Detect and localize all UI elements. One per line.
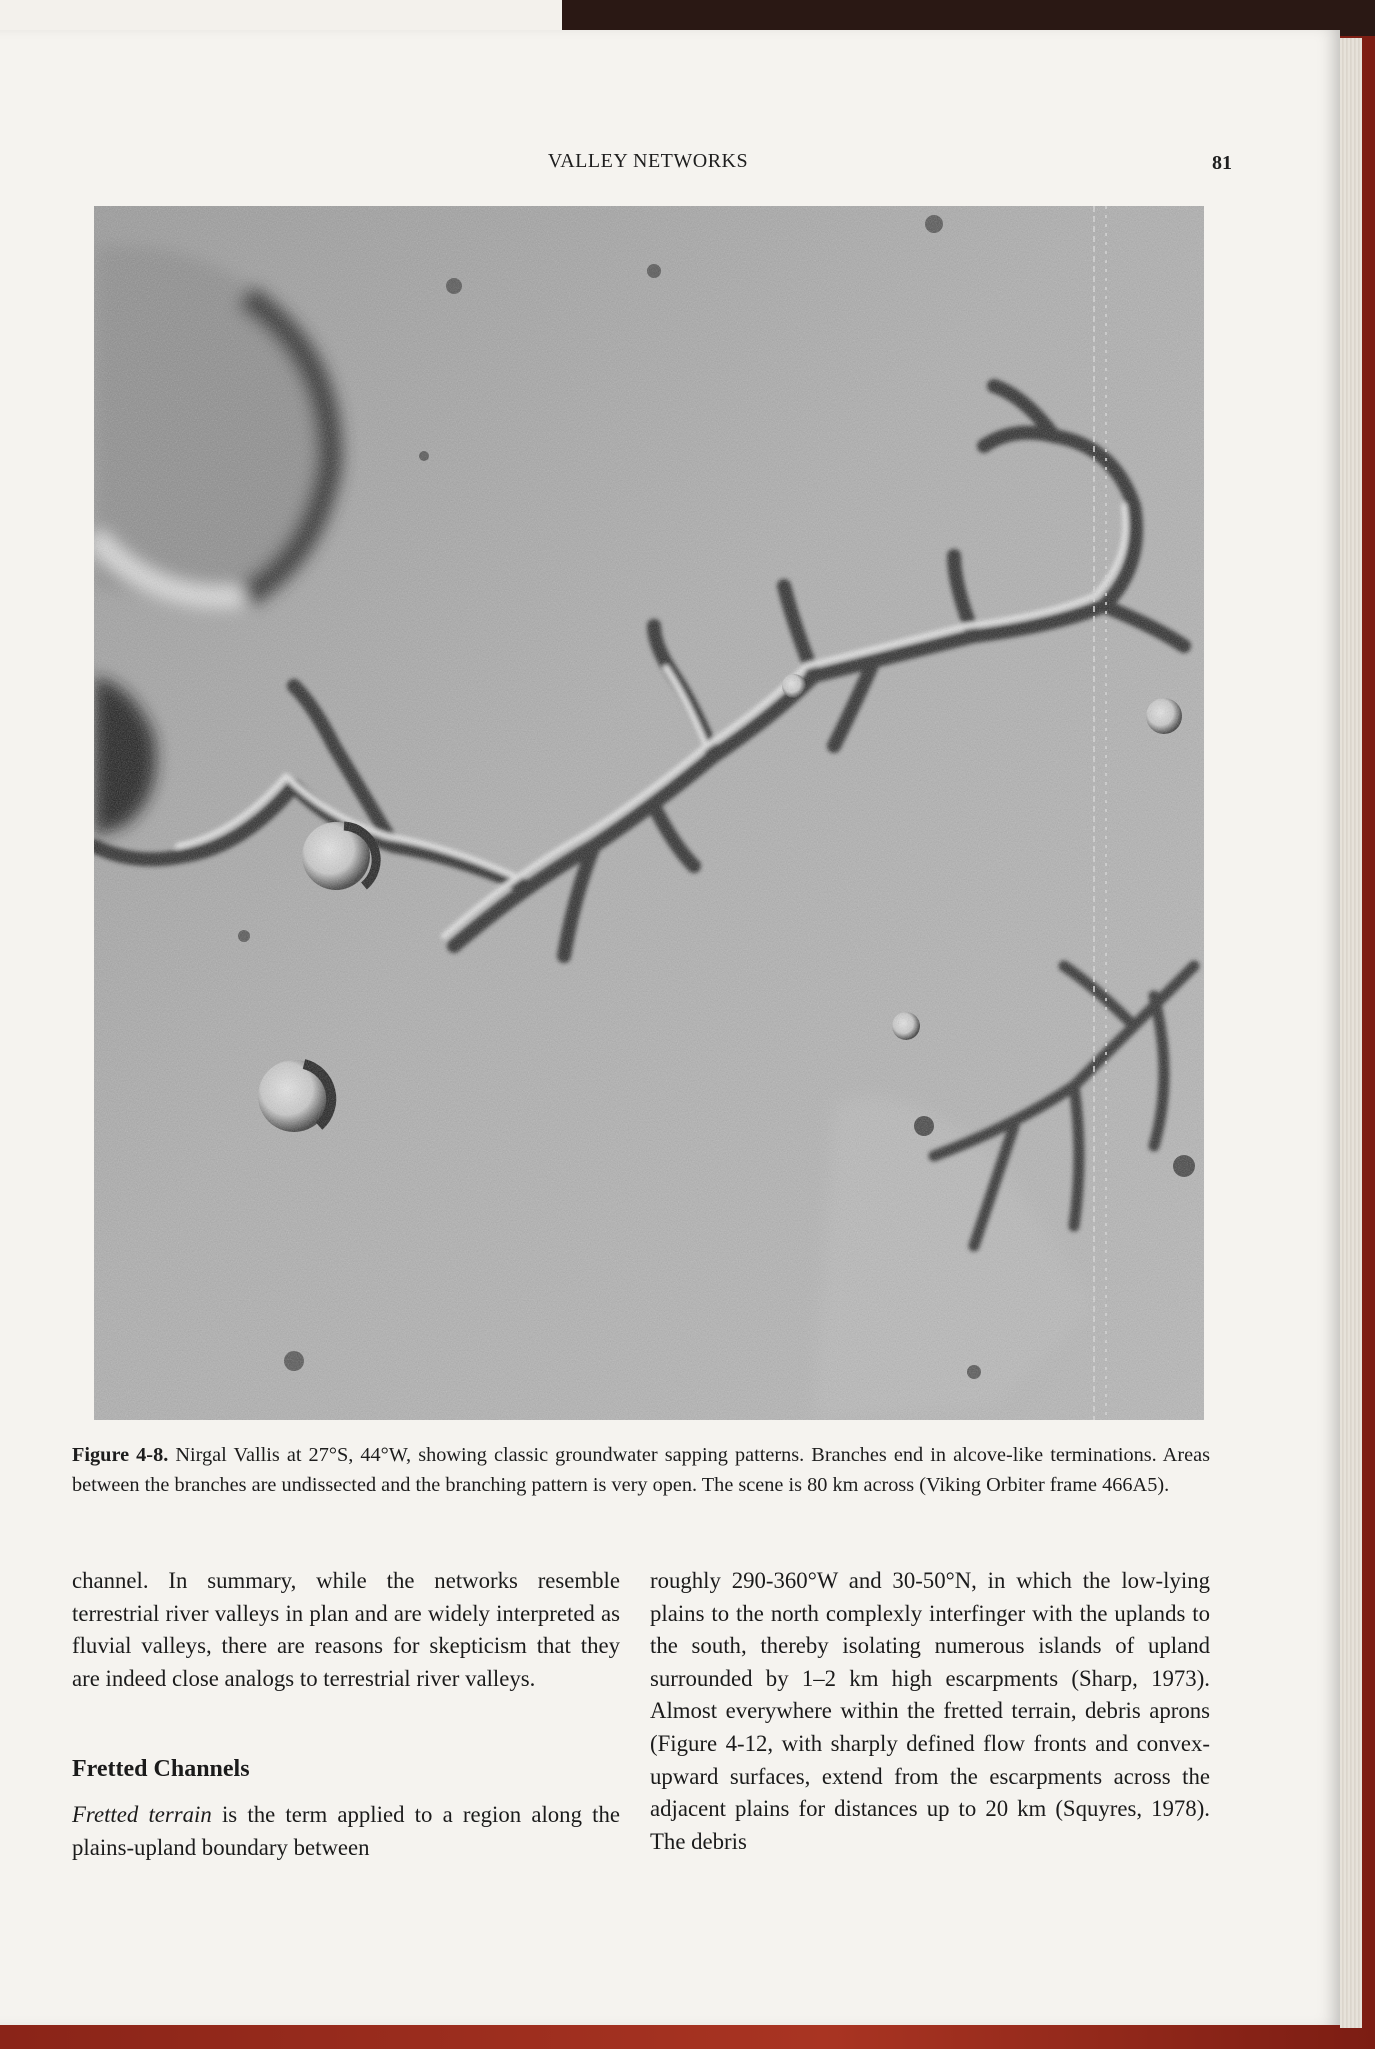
- left-paragraph: channel. In summary, while the networks resemble terrestrial river valleys in plan and are widely interpreted as fluvial valleys, there are reasons for skepticism that they are indeed close analogs to terrestrial river valleys.: [72, 1568, 620, 1691]
- left-paragraph-2: [72, 1799, 620, 1864]
- running-head: VALLEY NETWORKS: [547, 150, 749, 172]
- right-paragraph: roughly 290-360°W and 30-50°N, in which the low-lying plains to the north complexly interfinger with the uplands to the south, thereby isolating numerous islands of upland surrounded by 1–2 km high escarpments (Sharp, 1973). Almost everywhere within the fretted terrain, debris aprons (Figure 4-12, with sharply defined flow fronts and convex-upward surfaces, extend from the escarpments across the adjacent plains for distances up to 20 km (Squyres, 1978). The debris: [650, 1568, 1210, 1854]
- figure-label: Figure 4-8.: [72, 1444, 169, 1466]
- mars-surface-photo: [94, 206, 1204, 1420]
- left-column: [72, 1565, 620, 1865]
- figure-image: [94, 206, 1204, 1420]
- term-fretted-terrain: Fretted terrain: [72, 1802, 212, 1828]
- right-column: [650, 1565, 1210, 1858]
- figure-caption: [72, 1440, 1210, 1500]
- page-number: 81: [1212, 152, 1232, 174]
- caption-text: Nirgal Vallis at 27°S, 44°W, showing classic groundwater sapping patterns. Branches end in alcove-like terminations. Areas between the branches are undissected and the branching pattern is very open. The scene is 80 km across (Viking Orbiter frame 466A5).: [72, 1444, 1210, 1496]
- left-paragraph-2-text: is the term applied to a region along the plains-upland boundary between: [72, 1802, 621, 1860]
- section-heading: Fretted Channels: [72, 1756, 250, 1783]
- page-edges: [1340, 38, 1362, 2028]
